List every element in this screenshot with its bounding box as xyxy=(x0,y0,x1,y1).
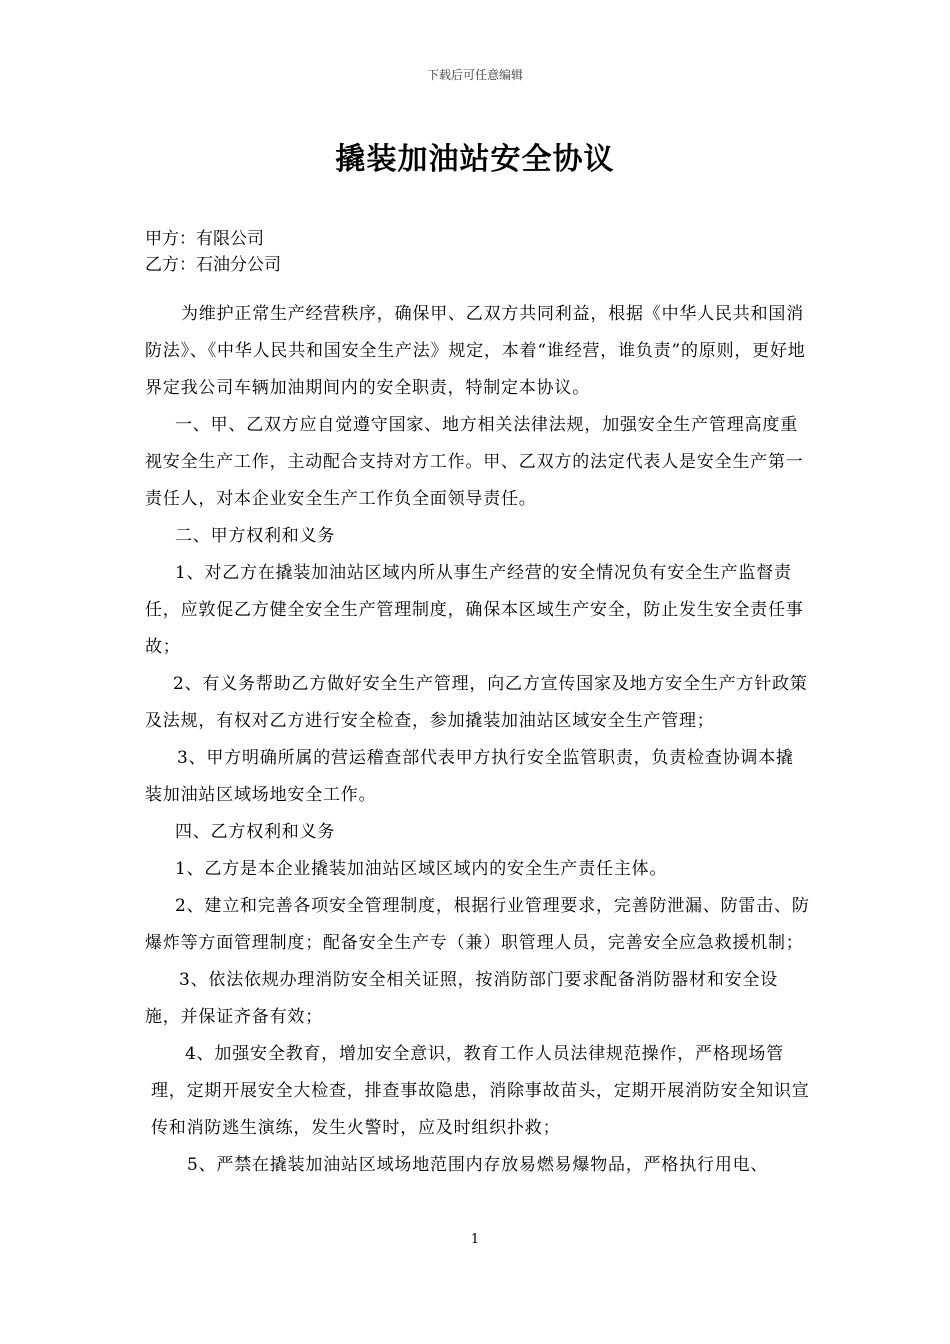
section-heading-party-b: 四、乙方权利和义务 xyxy=(175,822,336,842)
party-b-item-4: 4、加强安全教育，增加安全意识，教育工作人员法律规范操作，严格现场管理，定期开展安全大检查，排查事故隐患，消除事故苗头，定期开展消防安全知识宣传和消防逃生演练，发生火警时，应及时组织扑救； xyxy=(151,1044,810,1138)
paragraph-clause-1: 一、甲、乙双方应自觉遵守国家、地方相关法律法规，加强安全生产管理高度重视安全生产工作，主动配合支持对方工作。甲、乙双方的法定代表人是安全生产第一责任人，对本企业安全生产工作负全面领导责任。 xyxy=(145,415,804,509)
page-header: 下载后可任意编辑 xyxy=(426,68,523,82)
parties-block xyxy=(145,226,281,278)
document-title: 撬装加油站安全协议 xyxy=(335,142,615,177)
party-a-item-2: 2、有义务帮助乙方做好安全生产管理，向乙方宣传国家及地方安全生产方针政策及法规，有权对乙方进行安全检查，参加撬装加油站区域安全生产管理； xyxy=(145,674,808,731)
party-b-item-2: 2、建立和完善各项安全管理制度，根据行业管理要求，完善防泄漏、防雷击、防爆炸等方面管理制度；配备安全生产专（兼）职管理人员，完善安全应急救援机制； xyxy=(145,896,810,953)
agreement-body xyxy=(145,296,810,1184)
paragraph-preamble: 为维护正常生产经营秩序，确保甲、乙双方共同利益，根据《中华人民共和国消防法》、《中华人民共和国安全生产法》规定，本着“谁经营，谁负责”的原则，更好地界定我公司车辆加油期间内的安全职责，特制定本协议。 xyxy=(145,304,806,398)
page-number: 1 xyxy=(470,1232,480,1247)
party-b-item-1: 1、乙方是本企业撬装加油站区域区域内的安全生产责任主体。 xyxy=(175,859,668,879)
party-b: 乙方：石油分公司 xyxy=(145,255,281,275)
party-a: 甲方：有限公司 xyxy=(145,229,264,249)
party-b-item-3: 3、依法依规办理消防安全相关证照，按消防部门要求配备消防器材和安全设施，并保证齐备有效； xyxy=(145,970,779,1027)
party-b-item-5: 5、严禁在撬装加油站区域场地范围内存放易燃易爆物品，严格执行用电、 xyxy=(187,1155,769,1175)
party-a-item-1: 1、对乙方在撬装加油站区域内所从事生产经营的安全情况负有安全生产监督责任，应敦促乙方健全安全生产管理制度，确保本区域生产安全，防止发生安全责任事故； xyxy=(145,563,804,657)
party-a-item-3: 3、甲方明确所属的营运稽查部代表甲方执行安全监管职责，负责检查协调本撬装加油站区域场地安全工作。 xyxy=(145,748,794,805)
section-heading-party-a: 二、甲方权利和义务 xyxy=(175,526,336,546)
